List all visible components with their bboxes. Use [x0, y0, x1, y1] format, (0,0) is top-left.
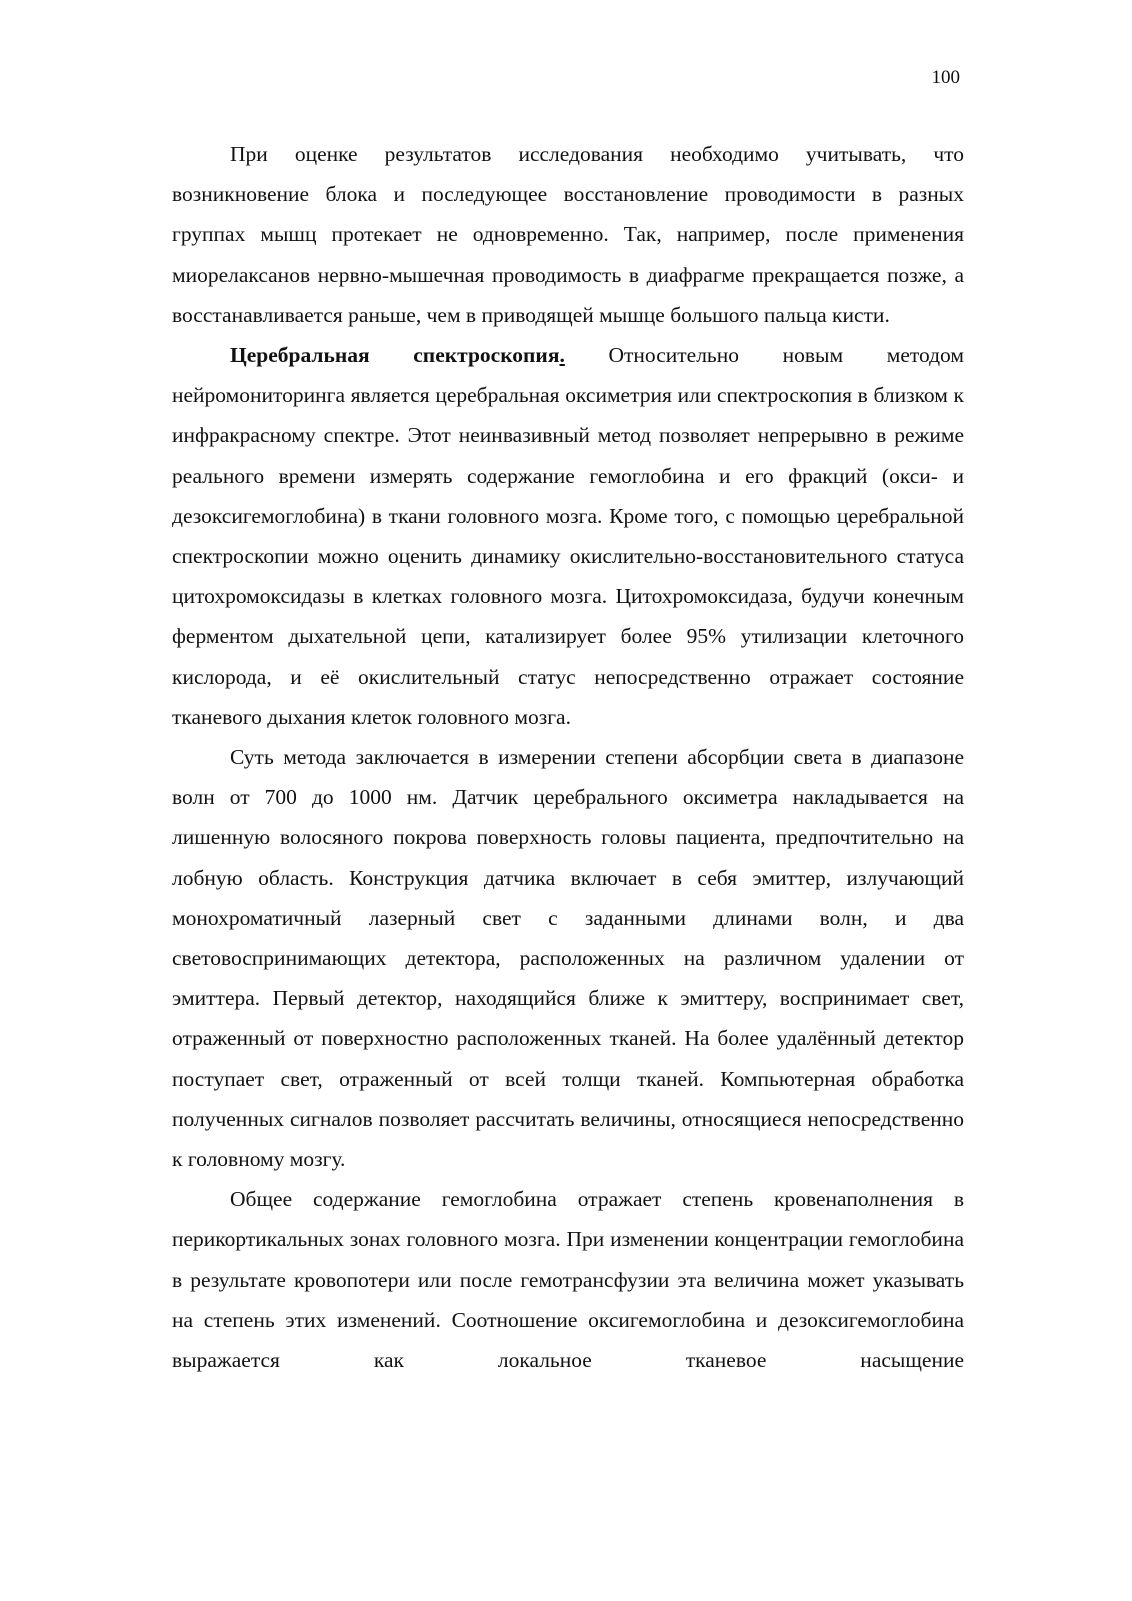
section-heading-punctuation: .	[559, 343, 565, 368]
section-heading-text: Церебральная спектроскопия	[230, 343, 560, 368]
document-body	[172, 134, 964, 1380]
paragraph-cerebral-spectroscopy-text: Относительно новым методом нейромониторинга является церебральная оксиметрия или спектроскопия в близком к инфракрасному спектре. Этот неинвазивный метод позволяет непрерывно в режиме реального времени измерять содержание гемоглобина и его фракций (окси- и дезоксигемоглобина) в ткани головного мозга. Кроме того, с помощью церебральной спектроскопии можно оценить динамику окислительно-восстановительного статуса цитохромоксидазы в клетках головного мозга. Цитохромоксидаза, будучи конечным ферментом дыхательной цепи, катализирует более 95% утилизации клеточного кислорода, и её окислительный статус непосредственно отражает состояние тканевого дыхания клеток головного мозга.	[172, 343, 965, 729]
paragraph-monitoring-evaluation: При оценке результатов исследования необходимо учитывать, что возникновение блока и последующее восстановление проводимости в разных группах мышц протекает не одновременно. Так, например, после применения миорелаксанов нервно-мышечная проводимость в диафрагме прекращается позже, а восстанавливается раньше, чем в приводящей мышце большого пальца кисти.	[172, 142, 964, 327]
section-heading-cerebral-spectroscopy	[230, 343, 565, 367]
paragraph-hemoglobin-content: Общее содержание гемоглобина отражает степень кровенаполнения в перикортикальных зонах головного мозга. При изменении концентрации гемоглобина в результате кровопотери или после гемотрансфузии эта величина может указывать на степень этих изменений. Соотношение оксигемоглобина и дезоксигемоглобина выражается как локальное тканевое насыщение	[172, 1187, 964, 1373]
paragraph-method-essence: Суть метода заключается в измерении степени абсорбции света в диапазоне волн от 700 до 1000 нм. Датчик церебрального оксиметра накладывается на лишенную волосяного покрова поверхность головы пациента, предпочтительно на лобную область. Конструкция датчика включает в себя эмиттер, излучающий монохроматичный лазерный свет с заданными длинами волн, и два световоспринимающих детектора, расположенных на различном удалении от эмиттера. Первый детектор, находящийся ближе к эмиттеру, воспринимает свет, отраженный от поверхностно расположенных тканей. На более удалённый детектор поступает свет, отраженный от всей толщи тканей. Компьютерная обработка полученных сигналов позволяет рассчитать величины, относящиеся непосредственно к головному мозгу.	[172, 745, 964, 1172]
page-number: 100	[931, 67, 960, 88]
paragraph-cerebral-spectroscopy	[172, 335, 964, 737]
